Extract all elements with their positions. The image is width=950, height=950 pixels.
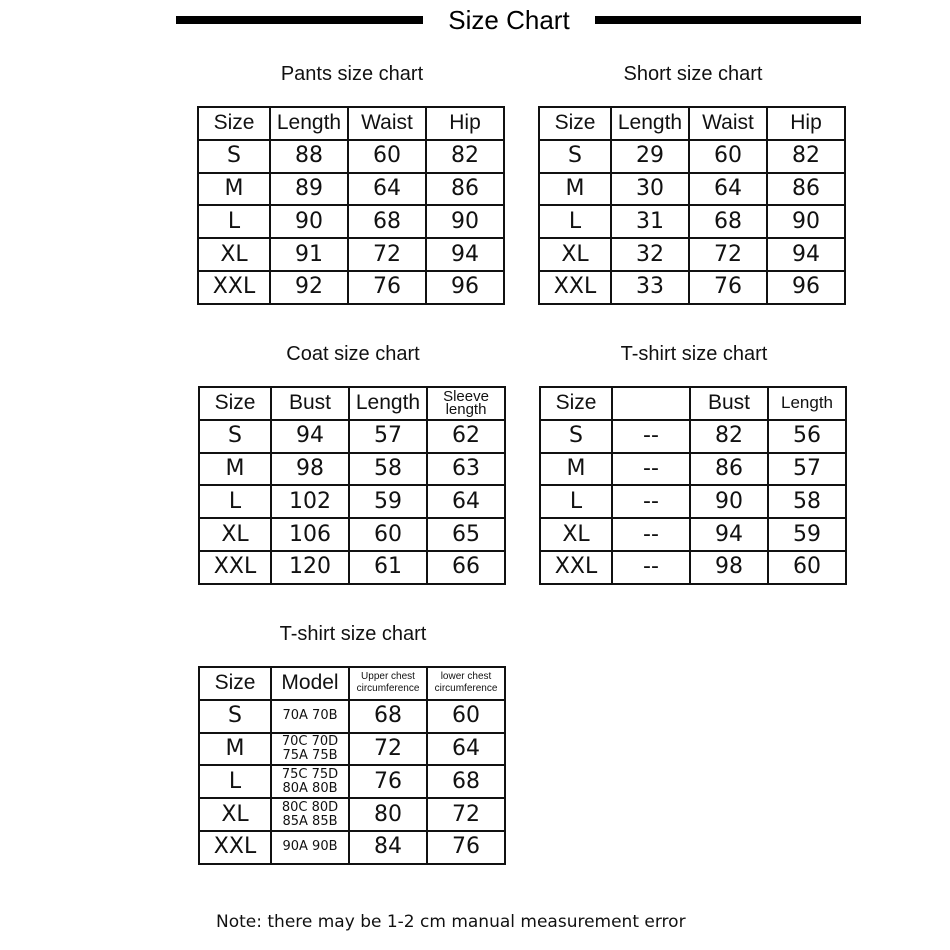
table-cell: XXL <box>199 551 271 584</box>
table-cell: 60 <box>427 700 505 733</box>
header-cell: Length <box>611 107 689 140</box>
table-row <box>198 205 504 238</box>
table-cell: 72 <box>348 238 426 271</box>
tshirt-title: T-shirt size chart <box>620 343 768 365</box>
header-cell: Upper chest circumference <box>349 667 427 700</box>
table-row <box>198 271 504 304</box>
table-cell: M <box>199 733 271 766</box>
table-cell: 60 <box>689 140 767 173</box>
table-cell: 57 <box>768 453 846 486</box>
table-row <box>199 733 505 766</box>
table-cell: S <box>198 140 270 173</box>
header-cell: Length <box>349 387 427 420</box>
table-cell: 106 <box>271 518 349 551</box>
table-cell: 82 <box>690 420 768 453</box>
table-cell: S <box>539 140 611 173</box>
table-cell: 68 <box>427 765 505 798</box>
table-row <box>540 485 846 518</box>
table-cell: 102 <box>271 485 349 518</box>
table-cell: 76 <box>427 831 505 864</box>
table-cell: 80 <box>349 798 427 831</box>
table-cell: XXL <box>199 831 271 864</box>
table-cell: 82 <box>426 140 504 173</box>
table-cell: 94 <box>426 238 504 271</box>
header-cell: Size <box>540 387 612 420</box>
table-cell: 90A 90B <box>271 831 349 864</box>
table-cell: 70C 70D 75A 75B <box>271 733 349 766</box>
table-cell: 29 <box>611 140 689 173</box>
table-cell: 84 <box>349 831 427 864</box>
table-row <box>539 238 845 271</box>
header-cell: Waist <box>348 107 426 140</box>
table-cell: 72 <box>427 798 505 831</box>
short-table <box>538 106 846 305</box>
header-cell: Sleeve length <box>427 387 505 420</box>
table-cell: M <box>540 453 612 486</box>
table-cell: 90 <box>690 485 768 518</box>
table-cell: -- <box>612 453 690 486</box>
table-cell: S <box>199 420 271 453</box>
header-cell: Size <box>199 387 271 420</box>
table-cell: 94 <box>767 238 845 271</box>
table-cell: 58 <box>349 453 427 486</box>
table-cell: L <box>198 205 270 238</box>
header-cell: Length <box>768 387 846 420</box>
table-row <box>199 765 505 798</box>
table-cell: 56 <box>768 420 846 453</box>
table-cell: 98 <box>271 453 349 486</box>
table-cell: 72 <box>689 238 767 271</box>
table-cell: 64 <box>427 485 505 518</box>
page-title: Size Chart <box>448 5 570 35</box>
table-cell: 60 <box>768 551 846 584</box>
table-header-row <box>199 387 505 420</box>
table-cell: 61 <box>349 551 427 584</box>
table-row <box>540 453 846 486</box>
table-cell: 76 <box>349 765 427 798</box>
table-cell: 68 <box>349 700 427 733</box>
table-row <box>199 798 505 831</box>
table-row <box>540 420 846 453</box>
table-cell: 60 <box>349 518 427 551</box>
table-cell: XL <box>199 798 271 831</box>
header-cell: Size <box>198 107 270 140</box>
table-cell: XXL <box>539 271 611 304</box>
table-row <box>199 551 505 584</box>
table-cell: 66 <box>427 551 505 584</box>
table-cell: 86 <box>767 173 845 206</box>
table-cell: 75C 75D 80A 80B <box>271 765 349 798</box>
table-cell: 62 <box>427 420 505 453</box>
table-cell: 76 <box>348 271 426 304</box>
table-cell: M <box>199 453 271 486</box>
table-cell: 96 <box>426 271 504 304</box>
table-cell: 59 <box>349 485 427 518</box>
table-cell: 68 <box>348 205 426 238</box>
header-cell <box>612 387 690 420</box>
table-cell: 98 <box>690 551 768 584</box>
table-cell: 31 <box>611 205 689 238</box>
table-cell: -- <box>612 551 690 584</box>
table-cell: 64 <box>689 173 767 206</box>
header-cell: Length <box>270 107 348 140</box>
table-row <box>539 140 845 173</box>
table-cell: 72 <box>349 733 427 766</box>
table-cell: 90 <box>426 205 504 238</box>
table-cell: 90 <box>767 205 845 238</box>
table-row <box>199 831 505 864</box>
table-cell: 65 <box>427 518 505 551</box>
table-cell: 88 <box>270 140 348 173</box>
table-cell: XL <box>539 238 611 271</box>
table-cell: 82 <box>767 140 845 173</box>
table-cell: -- <box>612 518 690 551</box>
table-cell: 57 <box>349 420 427 453</box>
size-chart-header <box>0 0 950 40</box>
table-row <box>539 205 845 238</box>
header-cell: Size <box>539 107 611 140</box>
table-row <box>540 551 846 584</box>
header-rule-right <box>595 16 861 24</box>
header-cell: Hip <box>426 107 504 140</box>
table-row <box>199 518 505 551</box>
table-cell: XL <box>199 518 271 551</box>
table-cell: 33 <box>611 271 689 304</box>
table-header-row <box>540 387 846 420</box>
table-cell: 96 <box>767 271 845 304</box>
table-row <box>539 271 845 304</box>
pants-table <box>197 106 505 305</box>
table-cell: 59 <box>768 518 846 551</box>
table-row <box>540 518 846 551</box>
table-cell: 120 <box>271 551 349 584</box>
table-cell: 32 <box>611 238 689 271</box>
header-cell: lower chest circumference <box>427 667 505 700</box>
table-cell: 89 <box>270 173 348 206</box>
table-cell: L <box>199 485 271 518</box>
header-cell: Bust <box>690 387 768 420</box>
header-cell: Model <box>271 667 349 700</box>
table-cell: 94 <box>690 518 768 551</box>
table-cell: XXL <box>540 551 612 584</box>
pants-title: Pants size chart <box>280 63 424 85</box>
table-cell: XL <box>540 518 612 551</box>
table-header-row <box>199 667 505 700</box>
tshirt2-table <box>198 666 506 865</box>
header-cell: Bust <box>271 387 349 420</box>
table-cell: 70A 70B <box>271 700 349 733</box>
table-cell: 60 <box>348 140 426 173</box>
table-row <box>198 238 504 271</box>
table-cell: L <box>539 205 611 238</box>
table-cell: 90 <box>270 205 348 238</box>
table-header-row <box>539 107 845 140</box>
table-row <box>198 173 504 206</box>
measurement-note: Note: there may be 1-2 cm manual measurement error <box>216 912 686 932</box>
table-cell: XL <box>198 238 270 271</box>
table-cell: 68 <box>689 205 767 238</box>
table-cell: 92 <box>270 271 348 304</box>
table-cell: S <box>540 420 612 453</box>
table-row <box>199 700 505 733</box>
table-cell: 91 <box>270 238 348 271</box>
header-rule-left <box>176 16 423 24</box>
table-cell: L <box>540 485 612 518</box>
table-cell: L <box>199 765 271 798</box>
coat-title: Coat size chart <box>286 343 420 365</box>
short-title: Short size chart <box>623 63 763 85</box>
table-cell: 64 <box>427 733 505 766</box>
table-row <box>198 140 504 173</box>
table-cell: -- <box>612 485 690 518</box>
table-cell: S <box>199 700 271 733</box>
table-cell: 94 <box>271 420 349 453</box>
table-cell: 58 <box>768 485 846 518</box>
header-cell: Hip <box>767 107 845 140</box>
table-cell: M <box>539 173 611 206</box>
table-row <box>539 173 845 206</box>
table-cell: XXL <box>198 271 270 304</box>
header-cell: Waist <box>689 107 767 140</box>
table-cell: 63 <box>427 453 505 486</box>
table-cell: 86 <box>426 173 504 206</box>
table-cell: 80C 80D 85A 85B <box>271 798 349 831</box>
table-header-row <box>198 107 504 140</box>
tshirt-table <box>539 386 847 585</box>
table-cell: -- <box>612 420 690 453</box>
table-cell: 30 <box>611 173 689 206</box>
coat-table <box>198 386 506 585</box>
table-row <box>199 420 505 453</box>
table-cell: 64 <box>348 173 426 206</box>
table-cell: 76 <box>689 271 767 304</box>
table-cell: M <box>198 173 270 206</box>
header-cell: Size <box>199 667 271 700</box>
table-row <box>199 453 505 486</box>
tshirt2-title: T-shirt size chart <box>279 623 427 645</box>
table-cell: 86 <box>690 453 768 486</box>
table-row <box>199 485 505 518</box>
